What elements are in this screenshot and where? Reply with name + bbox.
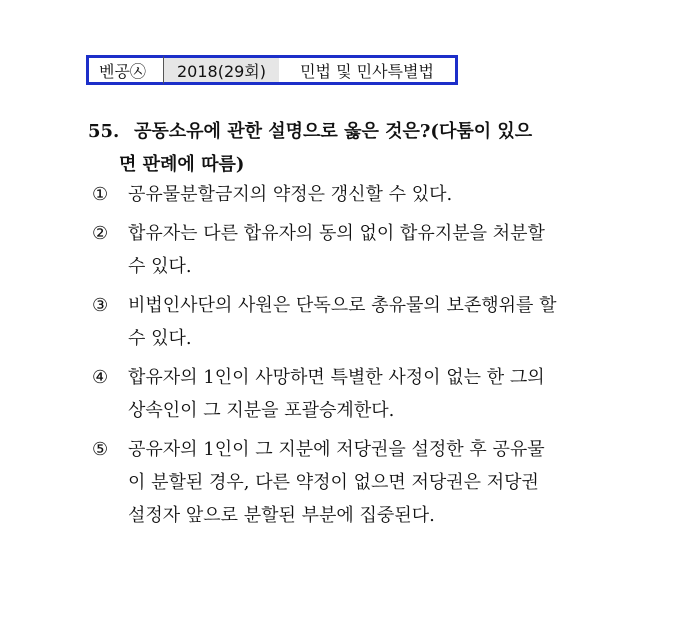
option-5-text-line1: 공유자의 1인이 그 지분에 저당권을 설정한 후 공유물 [128,439,545,460]
exam-header [86,55,458,87]
option-2-text-line1: 합유자는 다른 합유자의 동의 없이 합유지분을 처분할 [128,223,545,244]
exam-year-label: 2018(29회) [163,55,279,85]
option-5-marker: ⑤ [92,439,109,460]
brand-label: 벤공㉦ [86,55,163,85]
option-3-text-line1: 비법인사단의 사원은 단독으로 총유물의 보존행위를 할 [128,295,557,316]
option-1[interactable] [92,178,612,211]
option-4-text-line2: 상속인이 그 지분을 포괄승계한다. [128,400,395,421]
option-4-marker: ④ [92,367,109,388]
option-1-text: 공유물분할금지의 약정은 갱신할 수 있다. [128,184,453,205]
option-2-marker: ② [92,223,109,244]
option-3-text-line2: 수 있다. [128,328,192,349]
option-4[interactable] [92,361,612,427]
option-2-text-line2: 수 있다. [128,256,192,277]
question-text-line2: 면 판례에 따름) [119,154,245,175]
option-1-marker: ① [92,184,109,205]
option-5-text-line2: 이 분할된 경우, 다른 약정이 없으면 저당권은 저당권 [128,472,539,493]
option-2[interactable] [92,217,612,283]
option-5-text-line3: 설정자 앞으로 분할된 부분에 집중된다. [128,505,435,526]
question-number: 55. [88,121,120,142]
answer-options [92,178,612,532]
question-text-line1: 공동소유에 관한 설명으로 옳은 것은?(다툼이 있으 [134,121,533,142]
option-3-marker: ③ [92,295,109,316]
option-5[interactable] [92,433,612,532]
option-3[interactable] [92,289,612,355]
option-4-text-line1: 합유자의 1인이 사망하면 특별한 사정이 없는 한 그의 [128,367,545,388]
subject-label: 민법 및 민사특별법 [279,55,458,85]
